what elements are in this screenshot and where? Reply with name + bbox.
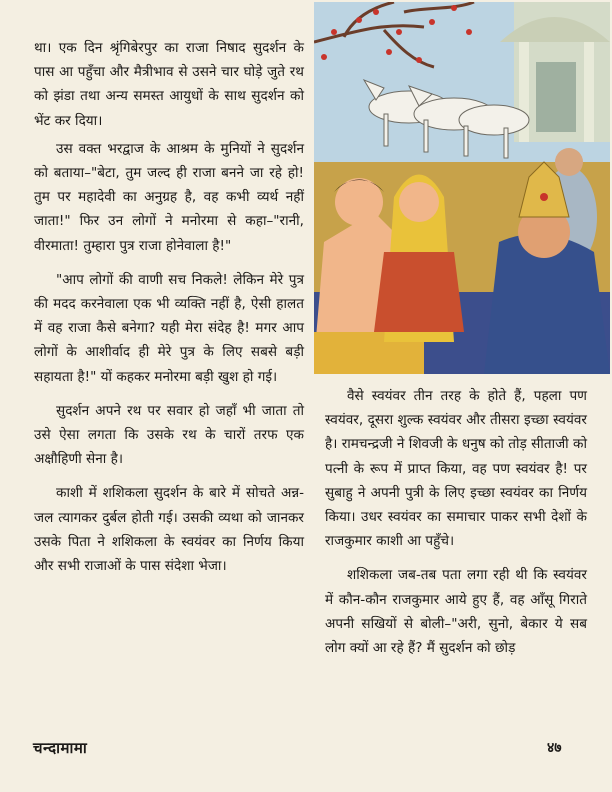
left-paragraph-5: काशी में शशिकला सुदर्शन के बारे में सोचते अन्न-जल त्यागकर दुर्बल होती गई। उसकी व्यथा को जानकर उसके पिता ने शशिकला के स्वयंवर का निर्णय किया और सभी राजाओं के पास संदेशा भेजा। [34,485,304,575]
left-paragraph-4: सुदर्शन अपने रथ पर सवार हो जहाँ भी जाता तो उसे ऐसा लगता कि उसके रथ के चारों तरफ एक अक्षौहिणी सेना है। [34,402,304,468]
magazine-name: चन्दामामा [33,739,88,757]
right-paragraph-1: वैसे स्वयंवर तीन तरह के होते हैं, पहला पण स्वयंवर, दूसरा शुल्क स्वयंवर और तीसरा इच्छा स्वयंवर है। रामचन्द्रजी ने शिवजी के धनुष को तोड़ सीताजी को पत्नी के रूप में प्राप्त किया, वह पण स्वयंवर है! पर सुबाहु ने अपनी पुत्री के लिए इच्छा स्वयंवर का निर्णय किया। उधर स्वयंवर का समाचार पाकर सभी देशों के राजकुमार काशी आ पहुँचे। [325,388,587,550]
right-paragraph-2: शशिकला जब-तब पता लगा रही थी कि स्वयंवर में कौन-कौन राजकुमार आये हुए हैं, वह आँसू गिराते अपनी सखियों से बोली–"अरी, सुनो, बेकार ये सब लोग क्यों आ रहे हैं? मैं सुदर्शन को छोड़ [325,567,587,657]
right-text-column [325,384,587,670]
left-paragraph-3: "आप लोगों की वाणी सच निकले! लेकिन मेरे पुत्र की मदद करनेवाला एक भी व्यक्ति नहीं है, ऐसी हालत में वह राजा कैसे बनेगा? यही मेरा संदेह है! मगर आप लोगों के आशीर्वाद ही मेरे पुत्र के लिए सबसे बड़ी सहायता है!" यों कहकर मनोरमा बड़ी खुश हो गई। [34,271,304,385]
left-paragraph-2: उस वक्त भरद्वाज के आश्रम के मुनियों ने सुदर्शन को बताया–"बेटा, तुम जल्द ही राजा बनने जा रहे हो! तुम पर महादेवी का अनुग्रह है, वह कभी व्यर्थ नहीं जाता!" फिर उन लोगों ने मनोरमा से कहा–"रानी, वीरमाता! तुम्हारा पुत्र राजा होनेवाला है!" [34,140,304,254]
illustration-art [314,2,610,374]
story-illustration [314,2,610,374]
page-number: ४७ [547,740,562,756]
left-text-column [34,36,304,588]
left-paragraph-1: था। एक दिन श्रृंगिबेरपुर का राजा निषाद सुदर्शन के पास आ पहुँचा और मैत्रीभाव से उसने चार घोड़े जुते रथ को झंडा तथा अन्य समस्त आयुधों के साथ सुदर्शन को भेंट कर दिया। [34,40,304,129]
